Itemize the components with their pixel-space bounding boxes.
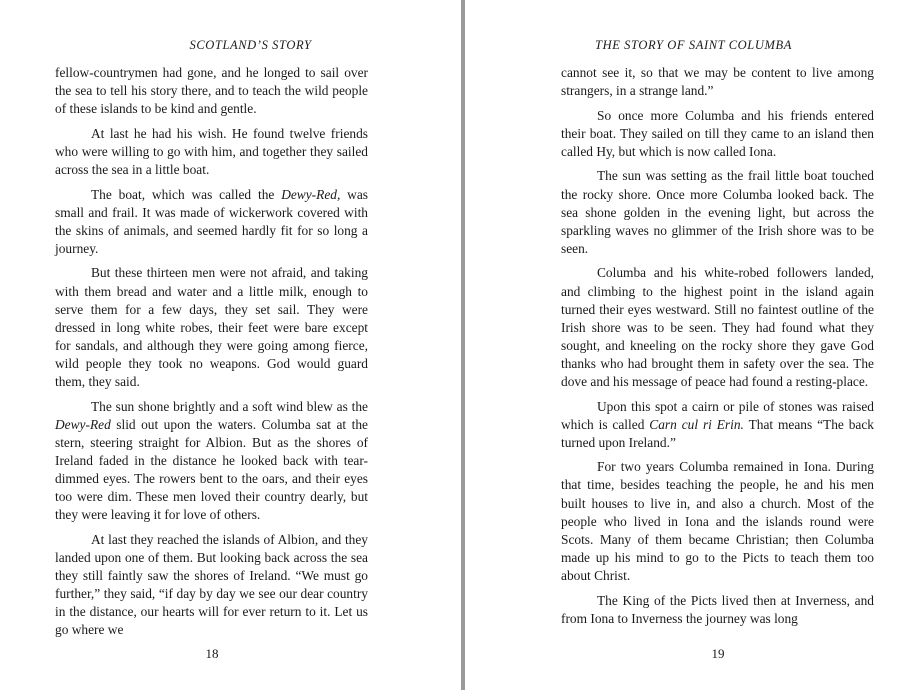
italic-text-run: Dewy-Red,: [281, 186, 341, 202]
text-run: The boat, which was called the: [91, 186, 282, 202]
paragraph: [55, 64, 368, 118]
paragraph: [561, 264, 874, 391]
body-text: [55, 64, 368, 646]
text-run: For two years Columba remained in Iona. During that time, besides teaching the people, he and his men built houses to live in, and also a church. Most of the people who lived in Iona and the islands round were Scots. Many of them became Christian; then Columba made up his mind to go to the Picts to teach them too about Christ.: [561, 459, 874, 583]
text-run: At last he had his wish. He found twelve friends who were willing to go with him, and together they sailed across the sea in a little boat.: [55, 125, 368, 177]
italic-text-run: Dewy-Red: [55, 416, 111, 432]
italic-text-run: Carn cul ri Erin.: [649, 416, 744, 432]
text-run: slid out upon the waters. Columba sat at the stern, steering straight for Albion. But as the shores of Ireland faded in the distance he looked back with tear-dimmed eyes. The rowers bent to the oars, and their eyes too were dim. These men loved their country dearly, but they were leaving it for love of others.: [55, 416, 368, 523]
text-run: But these thirteen men were not afraid, and taking with them bread and water and a little milk, enough to serve them for a few days, they set sail. They were dressed in long white robes, their feet were bare except for sandals, and although they were going among fierce, wild people they took no weapons. God would guard them, they said.: [55, 265, 368, 389]
paragraph: [561, 458, 874, 585]
text-run: was small and frail. It was made of wickerwork covered with the skins of animals, and seemed hardly fit for so long a journey.: [55, 186, 368, 256]
paragraph: [561, 398, 874, 452]
running-head: THE STORY OF SAINT COLUMBA: [595, 38, 792, 52]
text-run: The sun was setting as the frail little boat touched the rocky shore. Once more Columba looked back. The sea shone golden in the evening light, but across the sparkling waves no glimmer of the Irish shore was to be seen.: [561, 168, 874, 256]
running-head: SCOTLAND’S STORY: [189, 38, 312, 52]
text-run: So once more Columba and his friends entered their boat. They sailed on till they came to an island then called Hy, but which is now called Iona.: [561, 107, 874, 159]
page-number: 19: [711, 646, 725, 661]
paragraph: [55, 186, 368, 258]
paragraph: [561, 167, 874, 257]
right-page: [465, 0, 922, 690]
page-number: 18: [205, 646, 219, 661]
paragraph: [561, 107, 874, 161]
paragraph: [561, 592, 874, 628]
text-run: The King of the Picts lived then at Inverness, and from Iona to Inverness the journey was long: [561, 592, 874, 626]
text-run: Upon this spot a cairn or pile of stones was raised which is called: [561, 398, 874, 432]
paragraph: [55, 264, 368, 391]
paragraph: [55, 398, 368, 525]
text-run: At last they reached the islands of Albion, and they landed upon one of them. But looking back across the sea they still faintly saw the shores of Ireland. “We must go further,” they said, “if day by day we see our dear country in the distance, our hearts will for ever return to it. Let us go where we: [55, 531, 368, 638]
text-run: That means “The back turned upon Ireland.”: [561, 416, 875, 450]
text-run: Columba and his white-robed followers landed, and climbing to the highest point in the island again turned their eyes westward. Still no faintest outline of the Irish shore was to be seen. They had found what they sought, and kneeling on the rocky shore they gave God thanks who had brought them in safety over the sea. The dove and his message of peace had found a resting-place.: [561, 265, 874, 389]
paragraph: [55, 531, 368, 640]
body-text: [561, 64, 874, 634]
paragraph: [55, 125, 368, 179]
text-run: fellow-countrymen had gone, and he longed to sail over the sea to tell his story there, and to teach the wild people of these islands to be kind and gentle.: [55, 65, 368, 117]
paragraph: [561, 64, 874, 100]
text-run: The sun shone brightly and a soft wind blew as the: [91, 398, 368, 414]
text-run: cannot see it, so that we may be content to live among strangers, in a strange land.”: [561, 65, 874, 99]
